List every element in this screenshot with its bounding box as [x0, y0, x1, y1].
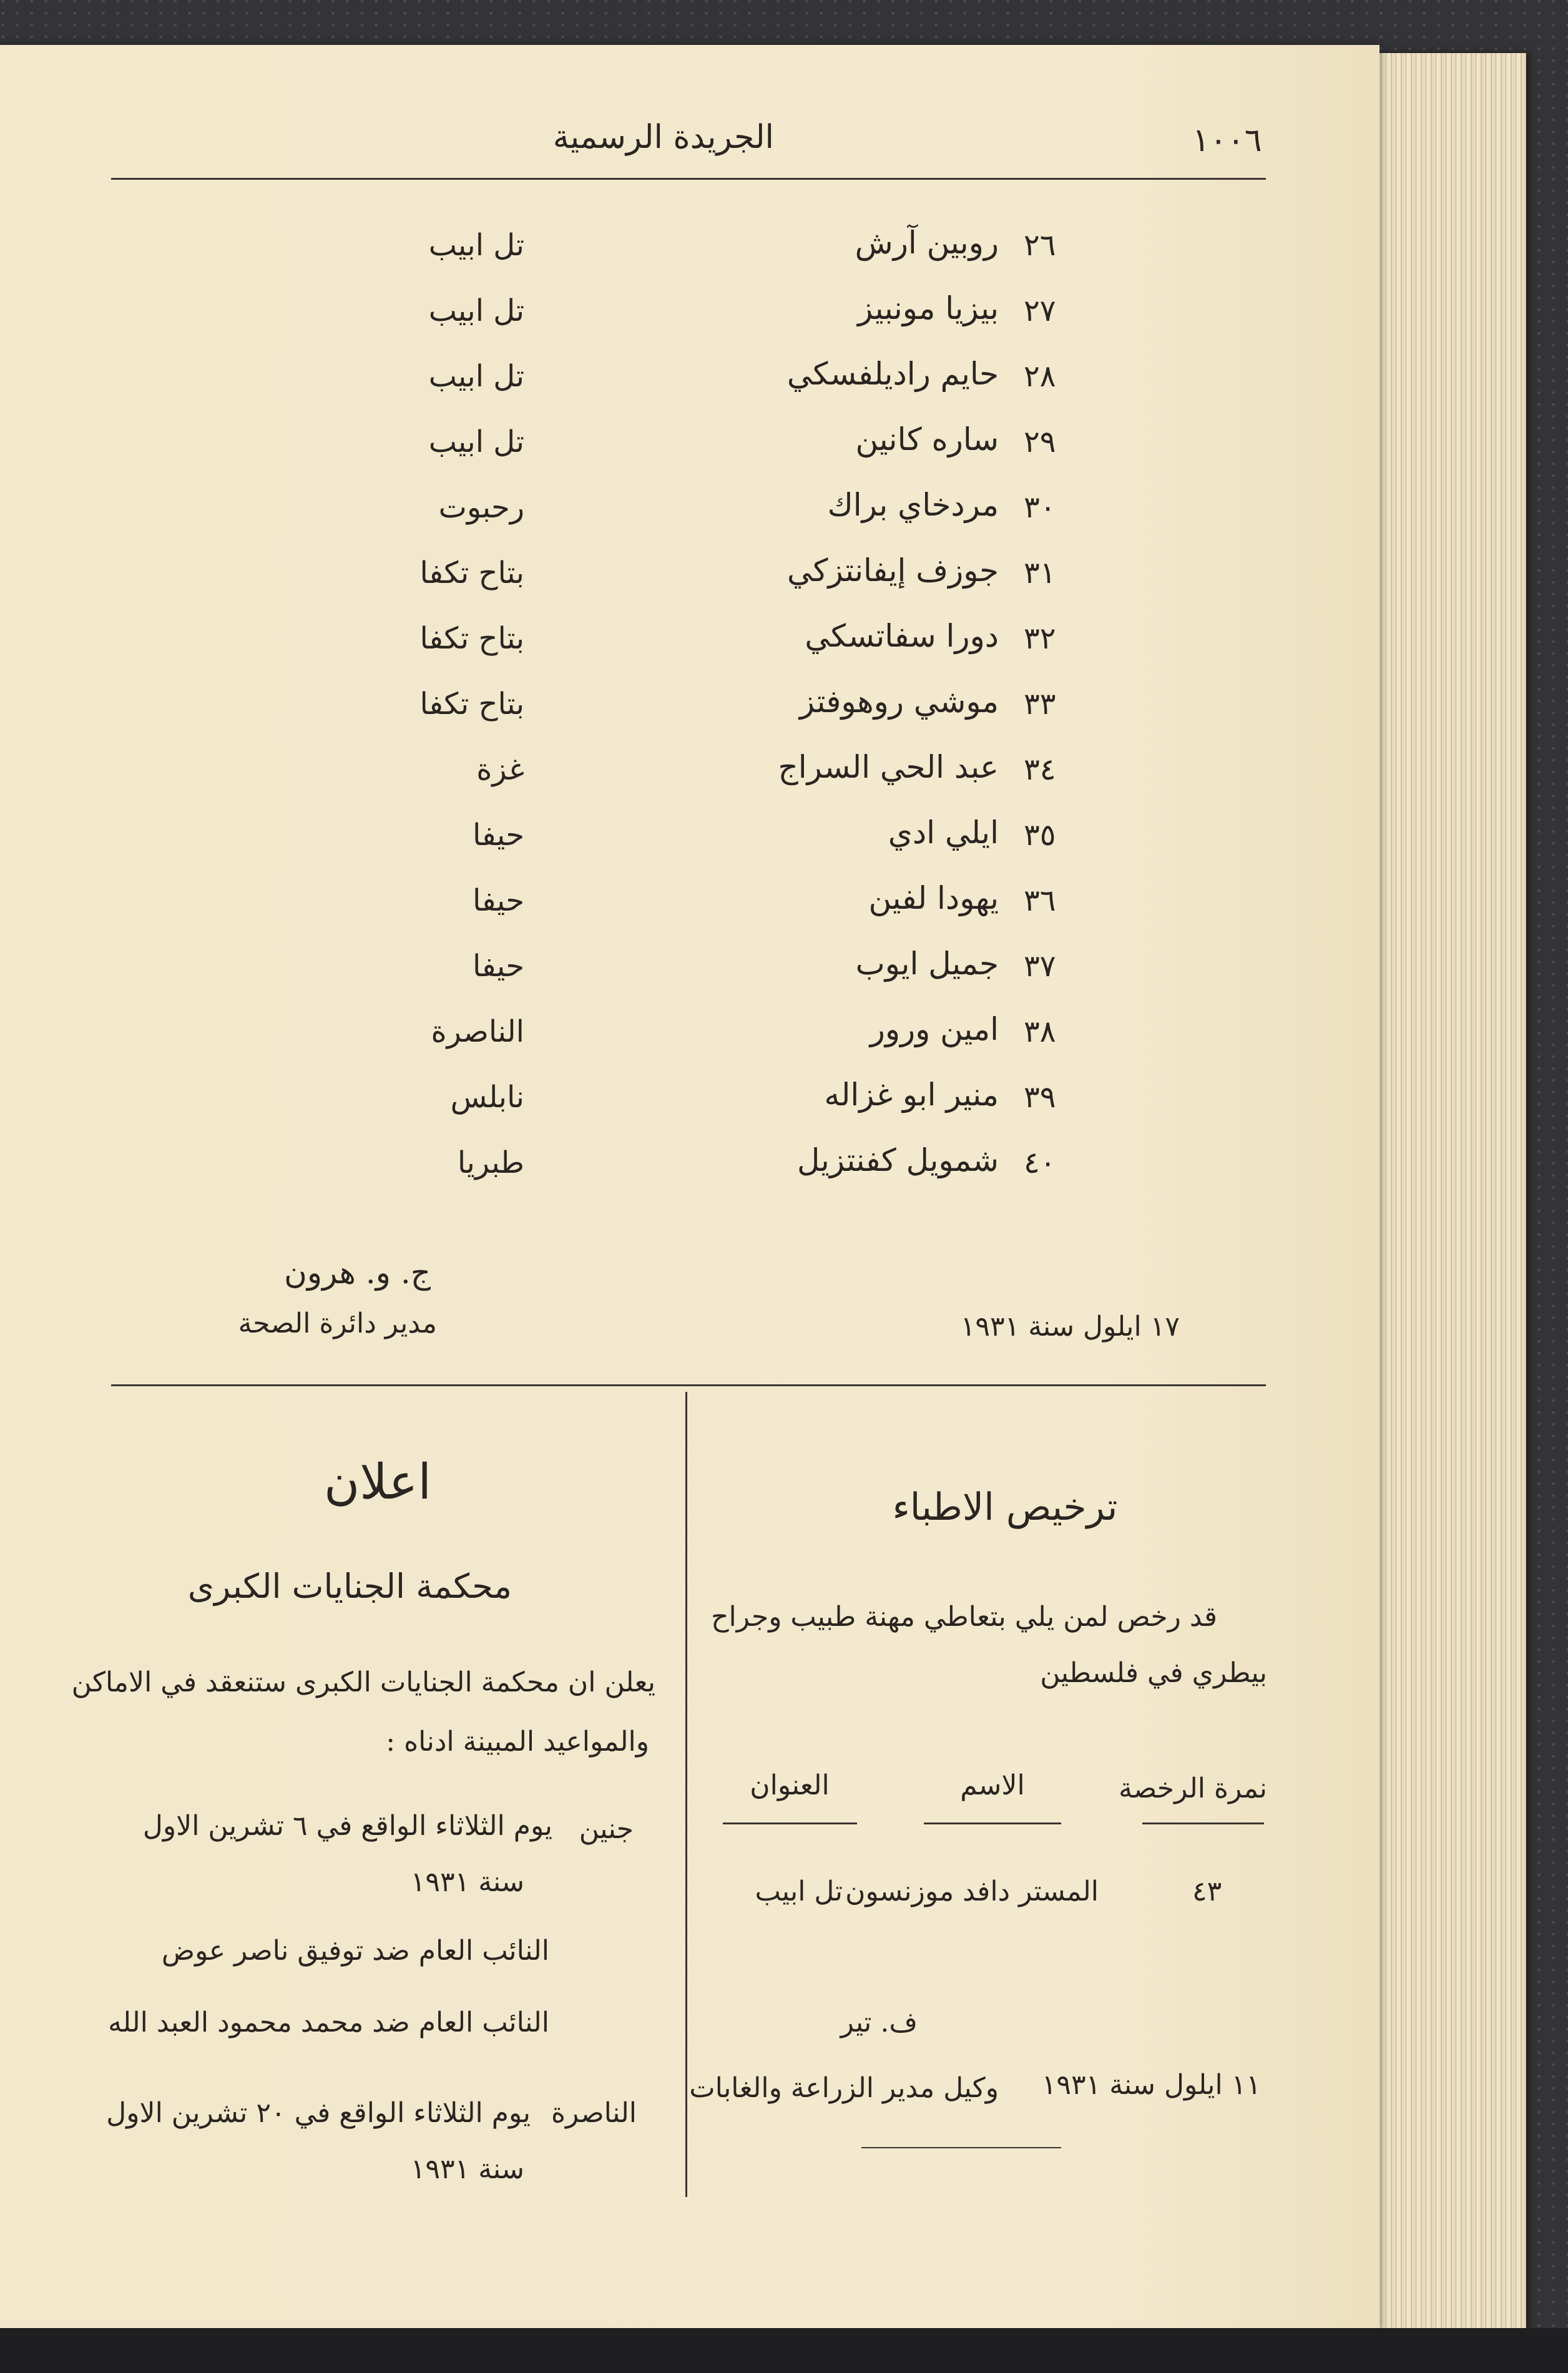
row-name: يهودا لفين — [868, 880, 999, 916]
signatory-position: مدير دائرة الصحة — [238, 1308, 437, 1339]
gazette-page — [0, 45, 1379, 2329]
row-place: طبريا — [457, 1145, 524, 1180]
page-number: ١٠٠٦ — [1192, 122, 1262, 159]
header-license-no: نمرة الرخصة — [1119, 1773, 1267, 1804]
row-number: ٣٦ — [1024, 883, 1056, 918]
session-1-date: يوم الثلاثاء الواقع في ٦ تشرين الاول — [142, 1810, 552, 1842]
row-name: عبد الحي السراج — [778, 749, 999, 785]
license-signatory: ف. تير — [840, 2007, 918, 2038]
row-number: ٤٠ — [1024, 1145, 1056, 1180]
session-2-place: الناصرة — [551, 2097, 637, 2129]
row-place: تل ابيب — [428, 359, 524, 394]
court-name: محكمة الجنايات الكبرى — [187, 1567, 512, 1606]
header-rule — [111, 178, 1266, 180]
row-name: حايم راديلفسكي — [786, 356, 999, 392]
row-place: حيفا — [472, 949, 524, 984]
case-2: النائب العام ضد محمد محمود العبد الله — [108, 2007, 549, 2038]
row-name: شمويل كفنتزيل — [797, 1142, 999, 1178]
row-name: ايلي ادي — [888, 815, 999, 851]
header-underline-address — [723, 1823, 857, 1824]
header-underline-license — [1142, 1823, 1264, 1824]
row-place: بتاح تكفا — [419, 555, 524, 590]
license-section-title: ترخيص الاطباء — [892, 1485, 1118, 1529]
session-2-date: يوم الثلاثاء الواقع في ٢٠ تشرين الاول — [106, 2097, 531, 2129]
row-number: ٣٧ — [1024, 949, 1056, 984]
license-date: ١١ ايلول سنة ١٩٣١ — [1041, 2069, 1261, 2101]
row-name: روبين آرش — [855, 225, 999, 261]
license-position: وكيل مدير الزراعة والغابات — [689, 2072, 999, 2104]
row-number: ٣٨ — [1024, 1014, 1056, 1049]
signatory-name: ج. و. هرون — [284, 1255, 431, 1291]
row-number: ٣٠ — [1024, 490, 1056, 525]
row-name: دورا سفاتسكي — [805, 618, 999, 654]
announcement-title: اعلان — [323, 1454, 432, 1510]
row-place: رحبوت — [438, 490, 524, 525]
row-place: بتاح تكفا — [419, 621, 524, 656]
row-name: مردخاي براك — [827, 487, 999, 523]
notice-date: ١٧ ايلول سنة ١٩٣١ — [960, 1311, 1180, 1343]
column-divider — [685, 1392, 687, 2197]
page-stack-edges — [1376, 53, 1526, 2337]
license-number: ٤٣ — [1192, 1876, 1222, 1907]
row-name: امين ورور — [870, 1011, 999, 1047]
row-place: تل ابيب — [428, 424, 524, 459]
row-number: ٢٨ — [1024, 359, 1056, 394]
row-place: تل ابيب — [428, 228, 524, 263]
case-1: النائب العام ضد توفيق ناصر عوض — [161, 1935, 549, 1967]
row-name: ساره كانين — [855, 421, 999, 457]
session-1-year: سنة ١٩٣١ — [410, 1866, 524, 1898]
row-number: ٢٧ — [1024, 293, 1056, 328]
license-paragraph-line2: بيطري في فلسطين — [1040, 1657, 1267, 1689]
session-2-year: سنة ١٩٣١ — [410, 2153, 524, 2185]
section-rule — [111, 1384, 1266, 1386]
header-name: الاسم — [960, 1769, 1025, 1801]
licensee-name: المستر دافد موزنسون — [845, 1876, 1099, 1907]
row-number: ٣٩ — [1024, 1080, 1056, 1115]
row-number: ٣٤ — [1024, 752, 1056, 787]
row-place: الناصرة — [431, 1014, 524, 1049]
license-end-rule — [861, 2147, 1061, 2148]
session-1-place: جنين — [579, 1813, 634, 1845]
row-place: بتاح تكفا — [419, 687, 524, 722]
row-name: جميل ايوب — [855, 946, 999, 982]
page-title: الجريدة الرسمية — [552, 119, 774, 156]
licensee-address: تل ابيب — [755, 1876, 843, 1907]
row-place: حيفا — [472, 818, 524, 853]
header-underline-name — [924, 1823, 1061, 1824]
book-cover-edge — [0, 2328, 1568, 2373]
row-place: نابلس — [450, 1080, 524, 1115]
row-name: موشي روهوفتز — [799, 683, 999, 720]
row-name: جوزف إيفانتزكي — [786, 552, 999, 589]
announcement-paragraph-line2: والمواعيد المبينة ادناه : — [386, 1726, 649, 1758]
row-place: حيفا — [472, 883, 524, 918]
row-name: بيزيا مونبيز — [858, 290, 999, 326]
announcement-paragraph-line1: يعلن ان محكمة الجنايات الكبرى ستنعقد في الاماكن — [71, 1666, 655, 1698]
row-number: ٣١ — [1024, 555, 1056, 590]
row-number: ٣٥ — [1024, 818, 1056, 853]
row-number: ٢٩ — [1024, 424, 1056, 459]
row-place: تل ابيب — [428, 293, 524, 328]
row-name: منير ابو غزاله — [824, 1077, 999, 1113]
row-number: ٢٦ — [1024, 228, 1056, 263]
row-number: ٣٢ — [1024, 621, 1056, 656]
license-paragraph-line1: قد رخص لمن يلي بتعاطي مهنة طبيب وجراح — [711, 1601, 1217, 1633]
row-number: ٣٣ — [1024, 687, 1056, 722]
row-place: غزة — [476, 752, 524, 787]
header-address: العنوان — [750, 1769, 830, 1801]
